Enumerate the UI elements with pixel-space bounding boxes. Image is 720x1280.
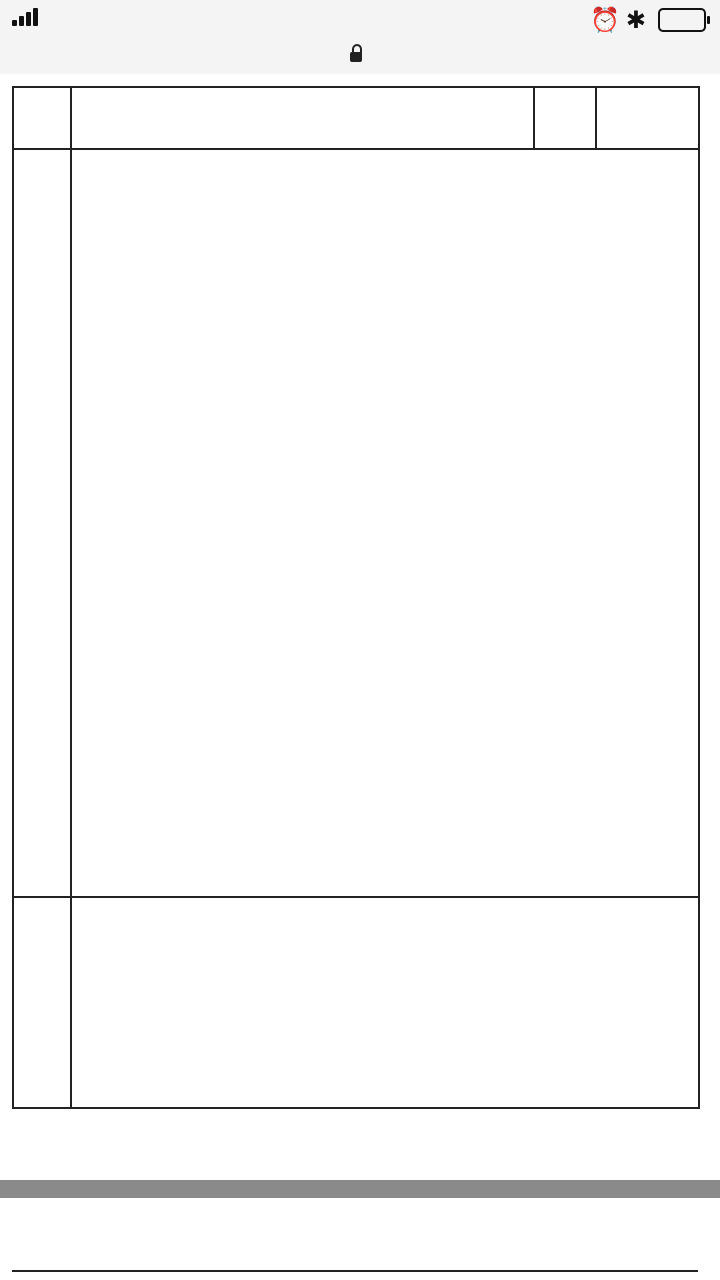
document-page: [12, 86, 698, 1109]
next-page-edge: [12, 1270, 698, 1272]
lock-icon: [350, 52, 362, 62]
item-7: [72, 256, 698, 282]
alarm-icon: ⏰: [590, 6, 620, 34]
status-right: [590, 6, 706, 34]
related-line-6: [72, 1030, 698, 1056]
law-text-1: [72, 180, 698, 206]
item-8: [72, 282, 698, 308]
case-no-label: [534, 87, 596, 149]
battery-icon: [658, 8, 706, 32]
carrier-area: [12, 6, 70, 26]
signal-icon: [12, 6, 40, 26]
related-label: [13, 897, 71, 1108]
related-line-5: [72, 1004, 698, 1030]
case-label: [13, 87, 71, 149]
law-title: [72, 154, 698, 180]
related-line-7: [72, 1056, 698, 1082]
law-text-2: [72, 205, 698, 231]
case-no-value: [596, 87, 699, 149]
explain-content: [71, 149, 699, 897]
related-line-8: [72, 1081, 698, 1107]
case-table: [12, 86, 700, 1109]
address-bar[interactable]: [0, 40, 720, 74]
related-line-3: [72, 953, 698, 979]
related-line-4: [72, 979, 698, 1005]
related-content: [71, 897, 699, 1108]
related-line-2: [72, 928, 698, 954]
related-line-1: [72, 902, 698, 928]
law-text-3: [72, 231, 698, 257]
status-bar: [0, 0, 720, 40]
case-title: [71, 87, 534, 149]
explain-label: [13, 149, 71, 897]
bluetooth-icon: ✱: [625, 6, 646, 34]
page-separator: [0, 1180, 720, 1198]
